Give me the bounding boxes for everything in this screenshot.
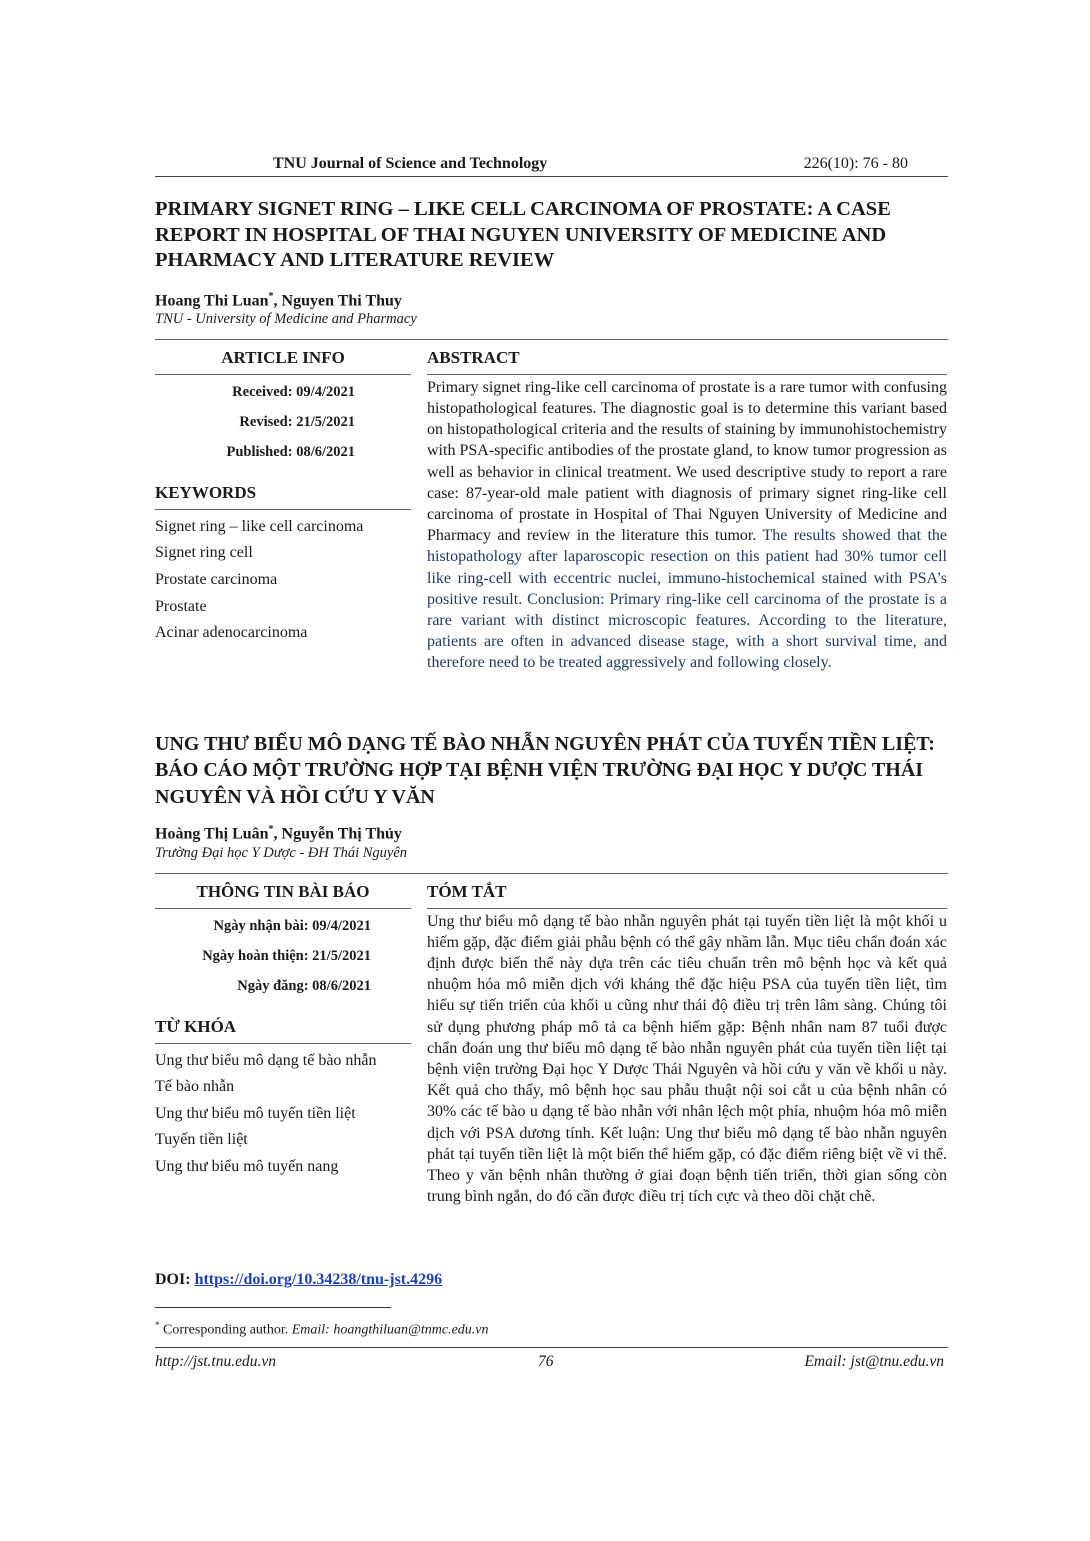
received-date: Received: 09/4/2021	[232, 383, 355, 400]
title-vietnamese: UNG THƯ BIỂU MÔ DẠNG TẾ BÀO NHẪN NGUYÊN PHÁT CỦA TUYẾN TIỀN LIỆT: BÁO CÁO MỘT TRƯỜNG HỢP TẠI BỆNH VIỆN TRƯỜNG ĐẠI HỌC Y DƯỢC THÁI NGUYÊN VÀ HỒI CỨU Y VĂN	[155, 732, 935, 808]
article-info-heading: ARTICLE INFO	[155, 340, 411, 375]
keywords-list-vn	[155, 1048, 411, 1181]
info-column-vn	[155, 874, 411, 1181]
running-header	[155, 150, 948, 177]
abstract-text	[427, 377, 947, 674]
published-date: Published: 08/6/2021	[226, 443, 355, 460]
keywords-heading-vn: TỪ KHÓA	[155, 1017, 411, 1044]
page-number: 76	[538, 1353, 554, 1371]
abstract-text-vn: Ung thư biểu mô dạng tế bào nhẫn nguyên phát tại tuyến tiền liệt là một khối u hiếm gặp, đặc điểm giải phẫu bệnh có thể gây nhầm lẫn. Mục tiêu chẩn đoán xác định được biến thể này dựa trên các tiêu chuẩn trên mô bệnh học và kết quả nhuộm hóa mô miễn dịch với kháng thể đặc hiệu PSA của tuyến tiền liệt, tìm hiểu sự tiến triển của khối u cũng như thái độ điều trị trên lâm sàng. Chúng tôi sử dụng phương pháp mô tả ca bệnh hiếm gặp: Bệnh nhân nam 87 tuổi được chẩn đoán ung thư biểu mô dạng tế bào nhẫn nguyên phát của tuyến tiền liệt tại bệnh viện trường Đại học Y Dược Thái Nguyên và hồi cứu y văn về khối u này. Kết quả cho thấy, mô bệnh học sau phẫu thuật nội soi cắt u của bệnh nhân có 30% các tế bào u dạng tế bào nhẫn với nhân lệch một phía, nhuộm hóa mô miễn dịch với PSA dương tính. Kết luận: Ung thư biểu mô dạng tế bào nhẫn nguyên phát tại tuyến tiền liệt là một biến thể hiếm gặp, có đặc điểm riêng biệt về vi thể. Theo y văn bệnh nhân thường ở giai đoạn bệnh tiến triển, thời gian sống còn trung bình ngắn, do đó cần được điều trị tích cực và theo dõi chặt chẽ.	[427, 912, 947, 1206]
abstract-column	[427, 340, 947, 674]
paper-page	[155, 150, 948, 1374]
info-column	[155, 340, 411, 647]
abstract-heading-vn: TÓM TẮT	[427, 874, 947, 909]
affiliation-english: TNU - University of Medicine and Pharmacy	[155, 310, 417, 327]
doi-line	[155, 1271, 948, 1289]
author-thuy: , Nguyen Thi Thuy	[273, 291, 402, 309]
corresponding-mark: *	[268, 290, 274, 302]
received-date-vn: Ngày nhận bài: 09/4/2021	[213, 917, 371, 934]
keyword: Acinar adenocarcinoma	[155, 624, 308, 642]
footnote-mark: *	[155, 1319, 160, 1330]
keywords-list	[155, 514, 411, 647]
journal-email: Email: jst@tnu.edu.vn	[804, 1353, 944, 1371]
authors-vietnamese	[155, 824, 948, 843]
dates	[155, 377, 411, 467]
article-info-vietnamese	[155, 873, 948, 1271]
page-footer	[155, 1347, 948, 1374]
authors-english	[155, 291, 948, 310]
article-info-english	[155, 339, 948, 731]
volume-pages: 226(10): 76 - 80	[803, 155, 908, 172]
footnote-rule	[155, 1307, 391, 1308]
journal-name: TNU Journal of Science and Technology	[273, 155, 548, 172]
abstract-part-1: Primary signet ring-like cell carcinoma of prostate is a rare tumor with confusing histopathological features. The diagnostic goal is to determine this variant based on histopathological criteria and the results of staining by immunohistochemistry with PSA-specific antibodies of the prostate gland, to know tumor progression as well as behavior in clinical treatment. We used descriptive study to report a rare case: 87-year-old male patient with diagnosis of primary signet ring-like cell carcinoma of prostate in Hospital of Thai Nguyen University of Medicine and Pharmacy and review in the literature this tumor.	[427, 378, 947, 545]
doi-label: DOI:	[155, 1270, 195, 1288]
keyword: Ung thư biểu mô tuyến tiền liệt	[155, 1104, 356, 1122]
author-luan-vn: Hoàng Thị Luân	[155, 825, 269, 843]
dates-vn	[155, 911, 411, 1001]
footnote-text: Corresponding author.	[159, 1322, 292, 1338]
keyword: Tế bào nhẫn	[155, 1078, 235, 1096]
keyword: Signet ring cell	[155, 544, 253, 562]
keyword: Prostate	[155, 597, 207, 615]
revised-date: Revised: 21/5/2021	[239, 413, 355, 430]
journal-url: http://jst.tnu.edu.vn	[155, 1353, 276, 1371]
doi-link[interactable]: https://doi.org/10.34238/tnu-jst.4296	[194, 1270, 443, 1288]
footnote	[155, 1320, 948, 1339]
keyword: Signet ring – like cell carcinoma	[155, 517, 364, 535]
author-luan: Hoang Thi Luan	[155, 291, 269, 309]
article-info-heading-vn: THÔNG TIN BÀI BÁO	[155, 874, 411, 909]
keyword: Tuyến tiền liệt	[155, 1131, 248, 1149]
corresponding-mark-vn: *	[268, 824, 274, 836]
keyword: Ung thư biểu mô dạng tế bào nhẫn	[155, 1051, 377, 1069]
title-english: PRIMARY SIGNET RING – LIKE CELL CARCINOMA OF PROSTATE: A CASE REPORT IN HOSPITAL OF THAI NGUYEN UNIVERSITY OF MEDICINE AND PHARMACY AND LITERATURE REVIEW	[155, 198, 891, 271]
corresponding-email: Email: hoangthiluan@tnmc.edu.vn	[291, 1322, 489, 1338]
keyword: Ung thư biểu mô tuyến nang	[155, 1158, 339, 1176]
abstract-column-vn	[427, 874, 947, 1208]
abstract-heading: ABSTRACT	[427, 340, 947, 375]
keywords-heading: KEYWORDS	[155, 483, 411, 510]
published-date-vn: Ngày đăng: 08/6/2021	[237, 977, 371, 994]
affiliation-vietnamese: Trường Đại học Y Dược - ĐH Thái Nguyên	[155, 844, 408, 861]
abstract-part-2: The results showed that the histopathology after laparoscopic resection on this patient had 30% tumor cell like ring-cell with eccentric nuclei, immuno-histochemical stained with PSA’s positive result. Conclusion: Primary ring-like cell carcinoma of the prostate is a rare variant with distinct microscopic features. According to the literature, patients are often in advanced disease stage, with a short survival time, and therefore need to be treated aggressively and following closely.	[427, 527, 947, 672]
revised-date-vn: Ngày hoàn thiện: 21/5/2021	[202, 947, 371, 964]
author-thuy-vn: , Nguyễn Thị Thủy	[273, 825, 402, 843]
keyword: Prostate carcinoma	[155, 571, 278, 589]
